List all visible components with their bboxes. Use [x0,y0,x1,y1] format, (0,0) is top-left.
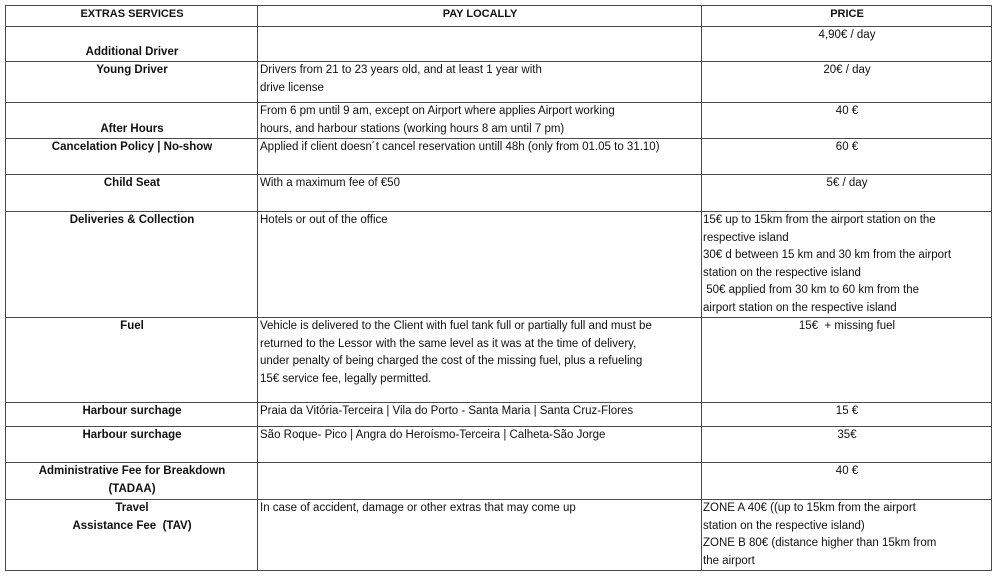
table-row [6,403,992,427]
table-row [6,139,992,175]
pay-locally-cell [258,62,702,103]
service-line: Cancelation Policy | No-show [51,141,213,153]
price-cell [702,427,992,463]
service-name [6,500,258,571]
price-line: 50€ applied from 30 km to 60 km from the [703,284,920,296]
price-line: 40 € [835,465,859,477]
price-cell [702,175,992,212]
table-row [6,427,992,463]
service-name [6,139,258,175]
table-row [6,318,992,403]
service-name [6,403,258,427]
pay-locally-cell [258,175,702,212]
price-cell [702,212,992,318]
pay-line: Vehicle is delivered to the Client with fuel tank full or partially full and must be [260,320,652,332]
service-line: Assistance Fee (TAV) [72,519,192,532]
table-row [6,175,992,212]
table-row [6,463,992,500]
price-line: ZONE A 40€ ((up to 15km from the airport [703,502,916,514]
pay-line: Applied if client doesn´t cancel reservation untill 48h (only from 01.05 to 31.10) [260,141,660,153]
table-row [6,62,992,103]
pay-locally-cell [258,139,702,175]
price-line: 35€ [837,429,857,441]
pay-locally-cell [258,318,702,403]
pay-line: Hotels or out of the office [260,214,388,226]
pay-line: In case of accident, damage or other extras that may come up [260,502,576,514]
price-line: airport station on the respective island [703,301,897,314]
service-line: Travel [115,502,149,514]
pay-line: under penalty of being charged the cost of the missing fuel, plus a refueling [260,355,643,367]
service-name [6,27,258,62]
service-line: After Hours [100,122,164,135]
pay-line: hours, and harbour stations (working hours 8 am until 7 pm) [260,122,565,135]
table-row [6,212,992,318]
price-line: 5€ / day [826,177,868,189]
service-line: (TADAA) [108,482,156,495]
pay-locally-cell [258,427,702,463]
extras-services-table [5,5,992,571]
pay-line: returned to the Lessor with the same level as it was at the time of delivery, [260,337,637,350]
price-line: 20€ / day [823,64,871,76]
pay-locally-cell [258,500,702,571]
price-cell [702,139,992,175]
price-line: station on the respective island [703,266,861,279]
service-line: Young Driver [96,64,168,76]
pay-locally-cell [258,463,702,500]
service-line: Fuel [120,320,144,332]
price-line: 15€ up to 15km from the airport station on the [703,214,936,226]
header-pay-locally: PAY LOCALLY [258,6,702,27]
pay-locally-cell [258,212,702,318]
pay-line: drive license [260,81,324,94]
price-line: 15 € [835,405,859,417]
pay-locally-cell [258,27,702,62]
price-line: the airport [703,554,755,567]
service-line: Harbour surchage [82,429,182,441]
pay-locally-cell [258,403,702,427]
service-line: Additional Driver [85,45,179,58]
table-row [6,500,992,571]
service-line: Harbour surchage [82,405,182,417]
price-line: station on the respective island) [703,519,865,532]
table-row [6,103,992,139]
header-price: PRICE [702,6,992,27]
price-line: respective island [703,231,789,244]
service-name [6,175,258,212]
price-cell [702,403,992,427]
service-name [6,62,258,103]
header-row [6,6,992,27]
pay-locally-cell [258,103,702,139]
pay-line: Drivers from 21 to 23 years old, and at least 1 year with [260,64,542,76]
pay-line: Praia da Vitória-Terceira | Vila do Porto - Santa Maria | Santa Cruz-Flores [260,405,634,417]
pay-line: 15€ service fee, legally permitted. [260,372,432,385]
price-line: 30€ d between 15 km and 30 km from the airport [703,249,952,261]
pay-line: With a maximum fee of €50 [260,177,400,189]
service-name [6,463,258,500]
service-name [6,212,258,318]
service-line: Administrative Fee for Breakdown [38,465,226,477]
price-line: 60 € [835,141,859,153]
service-name [6,103,258,139]
price-cell [702,62,992,103]
service-name [6,427,258,463]
price-cell [702,103,992,139]
pay-line: São Roque- Pico | Angra do Heroísmo-Terceira | Calheta-São Jorge [260,429,606,441]
price-cell [702,27,992,62]
table-row [6,27,992,62]
service-line: Deliveries & Collection [69,214,195,226]
price-cell [702,463,992,500]
header-extras-services: EXTRAS SERVICES [6,6,258,27]
service-line: Child Seat [103,177,161,189]
service-name [6,318,258,403]
price-line: ZONE B 80€ (distance higher than 15km from [703,537,937,549]
pay-line: From 6 pm until 9 am, except on Airport where applies Airport working [260,105,615,117]
price-line: 4,90€ / day [818,29,876,41]
price-cell [702,500,992,571]
price-line: 15€ + missing fuel [798,320,896,332]
price-cell [702,318,992,403]
price-line: 40 € [835,105,859,117]
